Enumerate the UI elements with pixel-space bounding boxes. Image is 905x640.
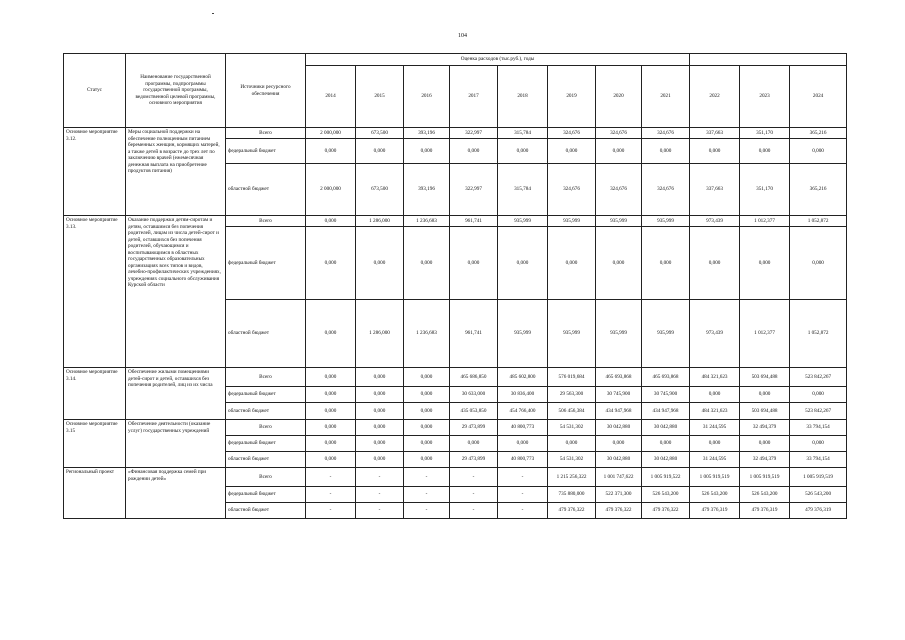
value-cell: 0,000: [740, 139, 790, 164]
row-source: федеральный бюджет: [226, 436, 306, 452]
value-cell: 434 947,968: [596, 403, 642, 420]
value-cell: 0,000: [404, 420, 450, 436]
value-cell: 0,000: [498, 227, 548, 300]
value-cell: 673,500: [356, 128, 404, 139]
value-cell: -: [306, 487, 356, 503]
year-header: 2021: [642, 66, 690, 128]
year-header: 2022: [690, 66, 740, 128]
value-cell: 0,000: [740, 436, 790, 452]
value-cell: 1 012,377: [740, 300, 790, 368]
row-program-name: Оказание поддержки детям-сиротам и детям, оставшимся без попечения родителей, лицам из числа детей-сирот и детей, оставшихся без попечения родителей, обучающимся и воспитывающимся в областных государственных образовательных организациях всех типов и видов, лечебно-профилактических учреждениях, учреждениях социального обслуживания Курской области: [126, 216, 226, 368]
budget-table: [63, 53, 847, 519]
value-cell: 0,000: [356, 420, 404, 436]
value-cell: 0,000: [548, 139, 596, 164]
value-cell: 0,000: [642, 436, 690, 452]
value-cell: 1 236,683: [404, 300, 450, 368]
value-cell: -: [450, 487, 498, 503]
value-cell: 0,000: [356, 368, 404, 387]
row-source: областной бюджет: [226, 403, 306, 420]
year-header: 2016: [404, 66, 450, 128]
value-cell: 1 236,683: [404, 216, 450, 227]
value-cell: -: [306, 503, 356, 519]
value-cell: 526 543,200: [740, 487, 790, 503]
row-source: областной бюджет: [226, 503, 306, 519]
value-cell: 0,000: [356, 139, 404, 164]
value-cell: 0,000: [356, 387, 404, 403]
value-cell: 0,000: [642, 139, 690, 164]
value-cell: 324,676: [596, 128, 642, 139]
header-estimate: Оценка расходов (тыс.руб.), годы: [306, 54, 690, 66]
value-cell: 526 543,200: [642, 487, 690, 503]
value-cell: -: [306, 468, 356, 487]
header-status: Статус: [64, 54, 126, 128]
row-source: федеральный бюджет: [226, 227, 306, 300]
value-cell: 0,000: [404, 139, 450, 164]
year-header: 2024: [790, 66, 847, 128]
value-cell: 506 456,384: [548, 403, 596, 420]
value-cell: 0,000: [404, 452, 450, 468]
value-cell: 0,000: [596, 436, 642, 452]
value-cell: 33 794,154: [790, 420, 847, 436]
value-cell: 1 052,872: [790, 300, 847, 368]
value-cell: 1 215 256,322: [548, 468, 596, 487]
header-estimate-continued: [690, 54, 847, 66]
value-cell: 324,676: [596, 164, 642, 216]
value-cell: 0,000: [306, 436, 356, 452]
value-cell: 1 001 747,622: [596, 468, 642, 487]
row-source: Всего: [226, 468, 306, 487]
value-cell: 673,500: [356, 164, 404, 216]
value-cell: 31 244,595: [690, 452, 740, 468]
value-cell: 0,000: [306, 403, 356, 420]
value-cell: 935,999: [548, 300, 596, 368]
value-cell: 0,000: [356, 436, 404, 452]
value-cell: 1 005 919,519: [690, 468, 740, 487]
value-cell: 315,784: [498, 164, 548, 216]
value-cell: 40 800,773: [498, 452, 548, 468]
value-cell: 0,000: [404, 436, 450, 452]
value-cell: 1 286,000: [356, 300, 404, 368]
value-cell: 30 745,900: [596, 387, 642, 403]
value-cell: 523 842,267: [790, 403, 847, 420]
value-cell: 526 543,200: [790, 487, 847, 503]
value-cell: 935,999: [498, 300, 548, 368]
value-cell: -: [404, 468, 450, 487]
table-row: [64, 128, 847, 139]
value-cell: 465 693,868: [596, 368, 642, 387]
value-cell: 0,000: [790, 139, 847, 164]
value-cell: 0,000: [404, 368, 450, 387]
year-header: 2019: [548, 66, 596, 128]
value-cell: 973,439: [690, 216, 740, 227]
value-cell: 479 376,319: [690, 503, 740, 519]
value-cell: 365,216: [790, 164, 847, 216]
page-number: 104: [458, 33, 467, 39]
value-cell: 961,741: [450, 216, 498, 227]
row-source: Всего: [226, 128, 306, 139]
value-cell: 479 376,322: [642, 503, 690, 519]
value-cell: 30 042,880: [596, 420, 642, 436]
value-cell: -: [498, 487, 548, 503]
value-cell: 0,000: [548, 227, 596, 300]
value-cell: 32 494,379: [740, 420, 790, 436]
value-cell: -: [450, 468, 498, 487]
header-sources: Источники ресурсного обеспечения: [226, 54, 306, 128]
value-cell: 935,999: [498, 216, 548, 227]
value-cell: 324,676: [548, 128, 596, 139]
row-source: федеральный бюджет: [226, 387, 306, 403]
value-cell: 576 019,684: [548, 368, 596, 387]
value-cell: 315,784: [498, 128, 548, 139]
value-cell: 29 473,899: [450, 420, 498, 436]
value-cell: 0,000: [498, 436, 548, 452]
row-program-name: Обеспечение деятельности (оказание услуг) государственных учреждений: [126, 420, 226, 468]
value-cell: 0,000: [306, 300, 356, 368]
value-cell: 0,000: [740, 387, 790, 403]
value-cell: 0,000: [596, 139, 642, 164]
value-cell: -: [404, 503, 450, 519]
value-cell: 0,000: [642, 227, 690, 300]
value-cell: 30 042,880: [596, 452, 642, 468]
value-cell: 0,000: [548, 436, 596, 452]
value-cell: -: [356, 503, 404, 519]
value-cell: 324,676: [642, 164, 690, 216]
value-cell: 484 321,623: [690, 368, 740, 387]
value-cell: 503 694,488: [740, 403, 790, 420]
value-cell: 31 244,595: [690, 420, 740, 436]
value-cell: 365,216: [790, 128, 847, 139]
value-cell: -: [356, 468, 404, 487]
value-cell: 1 052,872: [790, 216, 847, 227]
value-cell: 1 005 919,519: [740, 468, 790, 487]
value-cell: 0,000: [498, 139, 548, 164]
value-cell: 484 321,623: [690, 403, 740, 420]
value-cell: 0,000: [306, 216, 356, 227]
value-cell: 0,000: [450, 436, 498, 452]
value-cell: 351,170: [740, 164, 790, 216]
scan-mark: [212, 13, 214, 14]
row-source: Всего: [226, 216, 306, 227]
value-cell: 324,676: [642, 128, 690, 139]
value-cell: 1 005 919,522: [642, 468, 690, 487]
row-source: областной бюджет: [226, 164, 306, 216]
value-cell: 0,000: [404, 227, 450, 300]
year-header: 2020: [596, 66, 642, 128]
value-cell: 393,196: [404, 164, 450, 216]
value-cell: 735 880,000: [548, 487, 596, 503]
table-row: [64, 468, 847, 487]
value-cell: 337,663: [690, 164, 740, 216]
value-cell: 29 473,899: [450, 452, 498, 468]
value-cell: 32 494,379: [740, 452, 790, 468]
value-cell: 479 376,322: [548, 503, 596, 519]
value-cell: 2 000,000: [306, 164, 356, 216]
row-status: Основное мероприятие 3.14.: [64, 368, 126, 420]
row-source: Всего: [226, 420, 306, 436]
value-cell: 0,000: [306, 420, 356, 436]
value-cell: -: [404, 487, 450, 503]
value-cell: 40 800,773: [498, 420, 548, 436]
value-cell: 0,000: [306, 139, 356, 164]
value-cell: 322,997: [450, 164, 498, 216]
row-source: областной бюджет: [226, 300, 306, 368]
value-cell: 479 376,322: [596, 503, 642, 519]
value-cell: 54 531,302: [548, 452, 596, 468]
row-source: федеральный бюджет: [226, 487, 306, 503]
value-cell: 0,000: [306, 227, 356, 300]
row-status: Основное мероприятие 3.12.: [64, 128, 126, 216]
value-cell: 935,999: [596, 300, 642, 368]
value-cell: 479 376,319: [790, 503, 847, 519]
value-cell: 33 794,154: [790, 452, 847, 468]
row-source: федеральный бюджет: [226, 139, 306, 164]
value-cell: 0,000: [450, 227, 498, 300]
value-cell: 0,000: [404, 403, 450, 420]
value-cell: 0,000: [596, 227, 642, 300]
value-cell: 0,000: [690, 227, 740, 300]
row-program-name: Обеспечение жилыми помещениями детей-сирот и детей, оставшихся без попечения родителей, лиц из их числа: [126, 368, 226, 420]
value-cell: 337,663: [690, 128, 740, 139]
value-cell: 522 371,300: [596, 487, 642, 503]
year-header: 2015: [356, 66, 404, 128]
year-header: 2014: [306, 66, 356, 128]
value-cell: 0,000: [306, 368, 356, 387]
value-cell: 465 693,868: [642, 368, 690, 387]
value-cell: 30 745,900: [642, 387, 690, 403]
value-cell: 523 842,267: [790, 368, 847, 387]
value-cell: 935,999: [548, 216, 596, 227]
header-name: Наименование государственной программы, подпрограммы государственной программы, ведомственной целевой программы, основного мероприятия: [126, 54, 226, 128]
value-cell: 0,000: [356, 227, 404, 300]
value-cell: 479 376,319: [740, 503, 790, 519]
value-cell: 322,997: [450, 128, 498, 139]
table-body: [64, 128, 847, 519]
value-cell: -: [498, 503, 548, 519]
value-cell: -: [498, 468, 548, 487]
table-row: [64, 216, 847, 227]
row-source: Всего: [226, 368, 306, 387]
value-cell: 2 000,000: [306, 128, 356, 139]
value-cell: -: [450, 503, 498, 519]
value-cell: 0,000: [790, 227, 847, 300]
value-cell: 465 686,850: [450, 368, 498, 387]
value-cell: 0,000: [306, 452, 356, 468]
value-cell: 324,676: [548, 164, 596, 216]
row-status: Основное мероприятие 3.15: [64, 420, 126, 468]
value-cell: 0,000: [356, 452, 404, 468]
value-cell: 30 633,000: [450, 387, 498, 403]
value-cell: 0,000: [404, 387, 450, 403]
table-row: [64, 368, 847, 387]
value-cell: 30 042,880: [642, 420, 690, 436]
value-cell: 0,000: [450, 139, 498, 164]
value-cell: 935,999: [642, 216, 690, 227]
value-cell: 434 947,968: [642, 403, 690, 420]
row-status: Региональный проект: [64, 468, 126, 519]
value-cell: -: [356, 487, 404, 503]
value-cell: 0,000: [690, 436, 740, 452]
value-cell: 393,196: [404, 128, 450, 139]
value-cell: 54 531,302: [548, 420, 596, 436]
value-cell: 0,000: [356, 403, 404, 420]
value-cell: 0,000: [790, 387, 847, 403]
value-cell: 1 286,000: [356, 216, 404, 227]
value-cell: 30 836,400: [498, 387, 548, 403]
year-header: 2018: [498, 66, 548, 128]
year-header: 2023: [740, 66, 790, 128]
value-cell: 351,170: [740, 128, 790, 139]
row-program-name: «Финансовая поддержка семей при рождении детей»: [126, 468, 226, 519]
value-cell: 435 053,850: [450, 403, 498, 420]
value-cell: 0,000: [306, 387, 356, 403]
row-status: Основное мероприятие 3.13.: [64, 216, 126, 368]
value-cell: 0,000: [740, 227, 790, 300]
value-cell: 526 543,200: [690, 487, 740, 503]
value-cell: 961,741: [450, 300, 498, 368]
value-cell: 0,000: [790, 436, 847, 452]
value-cell: 503 694,488: [740, 368, 790, 387]
value-cell: 935,999: [596, 216, 642, 227]
value-cell: 29 563,300: [548, 387, 596, 403]
value-cell: 454 766,400: [498, 403, 548, 420]
row-program-name: Меры социальной поддержки на обеспечение полноценным питанием беременных женщин, кормящих матерей, а также детей в возрасте до трех лет по заключению врачей (ежемесячная денежная выплата на приобретение продуктов питания): [126, 128, 226, 216]
value-cell: 485 602,800: [498, 368, 548, 387]
value-cell: 30 042,880: [642, 452, 690, 468]
value-cell: 1 005 919,519: [790, 468, 847, 487]
value-cell: 0,000: [690, 139, 740, 164]
value-cell: 1 012,377: [740, 216, 790, 227]
year-header: 2017: [450, 66, 498, 128]
value-cell: 0,000: [690, 387, 740, 403]
row-source: областной бюджет: [226, 452, 306, 468]
table-row: [64, 420, 847, 436]
value-cell: 973,439: [690, 300, 740, 368]
value-cell: 935,999: [642, 300, 690, 368]
